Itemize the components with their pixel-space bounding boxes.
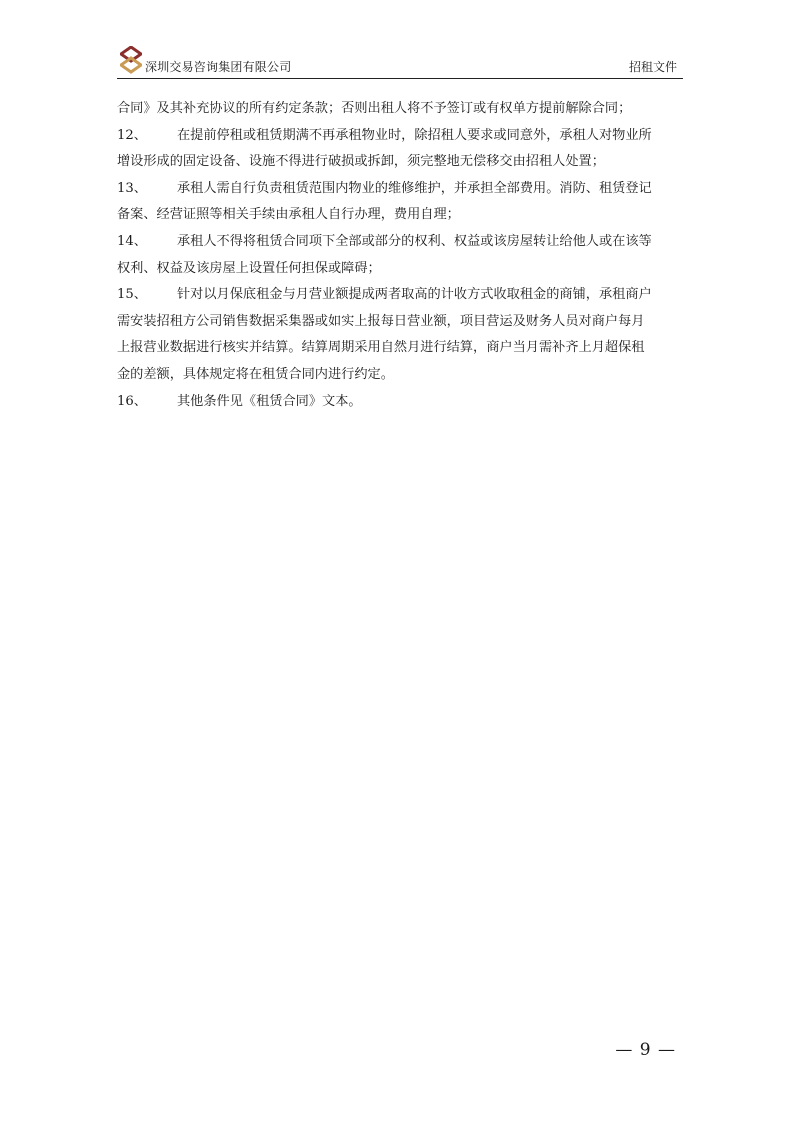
page-number: — 9 — [615, 1040, 676, 1060]
clause-line [117, 282, 683, 309]
clause-text: 针对以月保底租金与月营业额提成两者取高的计收方式收取租金的商铺，承租商户 [177, 287, 652, 303]
clause-12 [117, 123, 683, 176]
document-title: 招租文件 [628, 60, 677, 74]
company-logo-icon [120, 46, 142, 74]
clause-text: 承租人需自行负责租赁范围内物业的维修维护，并承担全部费用。消防、租赁登记 [177, 180, 652, 196]
document-body [117, 96, 683, 415]
clause-text: 金的差额，具体规定将在租赁合同内进行约定。 [117, 366, 394, 382]
clause-number: 16、 [117, 393, 147, 409]
clause-line [117, 176, 683, 203]
clause-text: 在提前停租或租赁期满不再承租物业时，除招租人要求或同意外，承租人对物业所 [177, 127, 652, 143]
clause-16 [117, 389, 683, 416]
continuation-paragraph: 合同》及其补充协议的所有约定条款；否则出租人将不予签订或有权单方提前解除合同； [117, 101, 632, 116]
clause-line [117, 123, 683, 150]
clause-line [117, 389, 683, 416]
clause-text: 其他条件见《租赁合同》文本。 [177, 393, 362, 409]
clause-text: 承租人不得将租赁合同项下全部或部分的权利、权益或该房屋转让给他人或在该等 [177, 233, 652, 249]
clause-13 [117, 176, 683, 229]
clause-14 [117, 229, 683, 282]
page-header [117, 44, 683, 79]
clause-text: 需安装招租方公司销售数据采集器或如实上报每日营业额，项目营运及财务人员对商户每月 [117, 313, 645, 329]
clause-15 [117, 282, 683, 388]
clause-number: 15、 [117, 287, 147, 303]
clause-line [117, 229, 683, 256]
clause-text: 备案、经营证照等相关手续由承租人自行办理，费用自理； [117, 207, 460, 223]
clause-number: 13、 [117, 180, 147, 196]
clause-number: 14、 [117, 233, 147, 249]
company-name: 深圳交易咨询集团有限公司 [145, 60, 292, 74]
clause-text: 增设形成的固定设备、设施不得进行破损或拆卸，须完整地无偿移交由招租人处置； [117, 154, 605, 170]
clause-text: 权利、权益及该房屋上设置任何担保或障碍； [117, 260, 381, 276]
clause-text: 上报营业数据进行核实并结算。结算周期采用自然月进行结算，商户当月需补齐上月超保租 [117, 340, 645, 356]
clause-number: 12、 [117, 127, 147, 143]
